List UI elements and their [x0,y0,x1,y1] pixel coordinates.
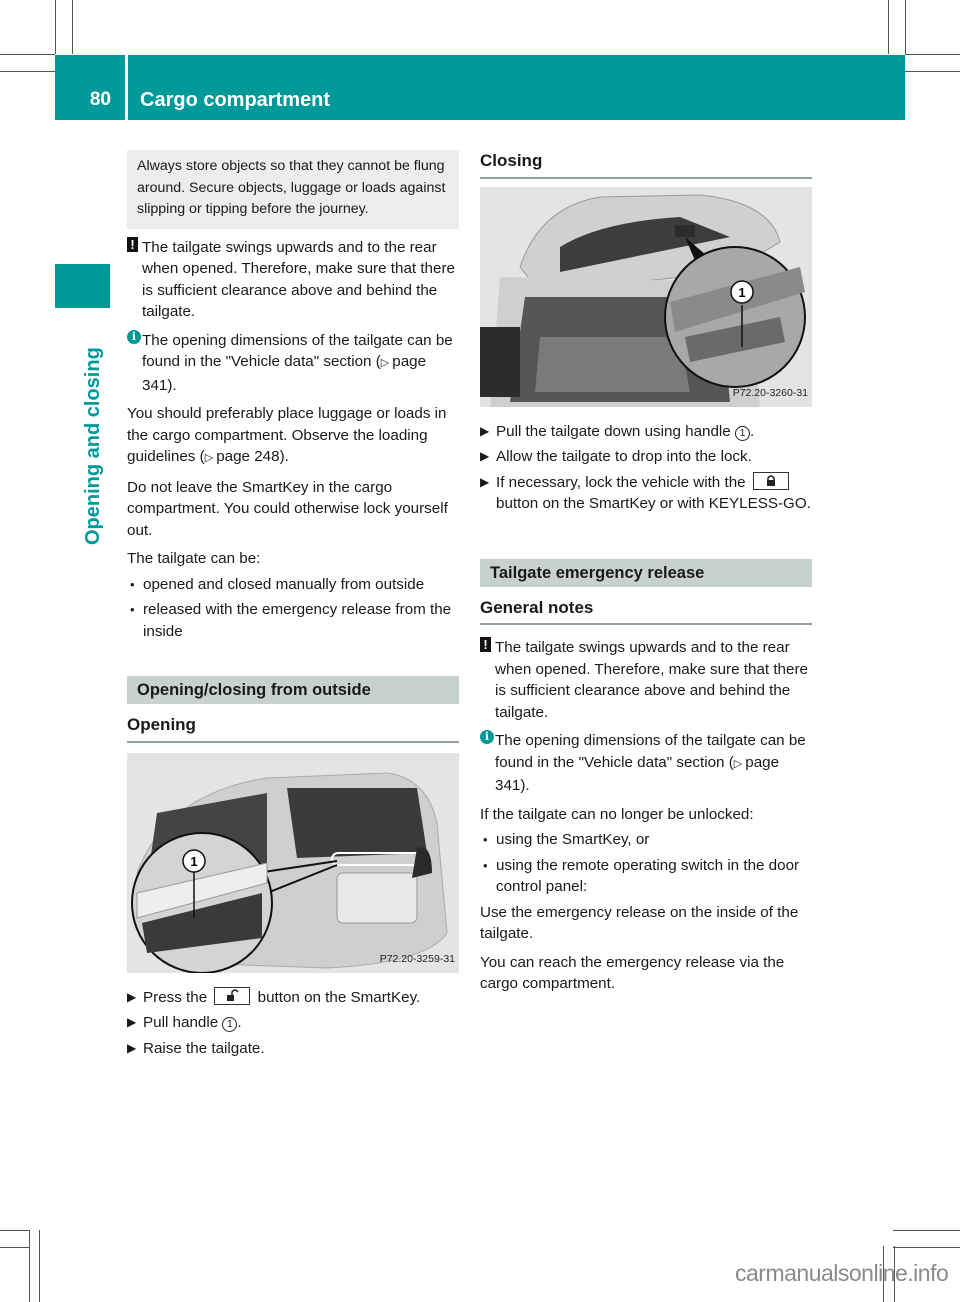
crop-mark [905,54,960,72]
warning-icon: ! [480,637,491,652]
step-item [127,1038,459,1060]
subheading-opening: Opening [127,714,459,743]
list-item: • opened and closed manually from outside [127,574,459,596]
page-ref-link[interactable]: page 341 [495,753,780,794]
section-heading: Tailgate emergency release [480,559,812,587]
crop-mark [893,1230,960,1248]
list-item: • using the remote operating switch in the door control panel: [480,855,812,898]
step-arrow-icon: ▶ [480,449,490,463]
page-ref-link[interactable]: page 248 [216,448,280,465]
step-text: Press the [143,988,208,1006]
warning-text: The tailgate swings upwards and to the rear when opened. Therefore, make sure that there is sufficient clearance above and behind the tailgate. [142,238,455,320]
page-ref-arrow-icon: ▷ [733,757,746,770]
page-title: Cargo compartment [128,55,905,120]
figure-code: P72.20-3259-31 [379,953,455,965]
info-icon: i [127,330,141,344]
paragraph-text: You should preferably place luggage or loads in the cargo compartment. Observe the loading guidelines ( [127,405,447,465]
step-item [480,446,812,468]
step-arrow-icon: ▶ [480,423,490,438]
step-arrow-icon: ▶ [127,989,137,1004]
paragraph: You can reach the emergency release via the cargo compartment. [480,953,785,992]
figure-tailgate-opening [127,753,459,973]
list-item: • using the SmartKey, or [480,829,812,851]
step-item [127,987,459,1009]
step-text: button on the SmartKey or with KEYLESS-GO. [496,495,811,512]
step-item [480,472,812,515]
watermark: carmanualsonline.info [735,1260,949,1286]
step-text: button on the SmartKey. [257,988,421,1006]
step-item [480,421,812,443]
page-number: 80 [55,55,125,120]
warning-text: The tailgate swings upwards and to the rear when opened. Therefore, make sure that there is sufficient clearance above and behind the tailgate. [495,639,808,721]
subheading-general-notes: General notes [480,597,812,626]
car-rear-illustration [127,753,459,973]
info-note [480,730,812,797]
info-text: The opening dimensions of the tailgate can be found in the "Vehicle data" section ( [495,732,806,771]
step-arrow-icon: ▶ [127,1015,137,1029]
paragraph: Use the emergency release on the inside of the tailgate. [480,903,799,942]
paragraph: The tailgate can be: [127,550,261,567]
crop-mark [0,54,55,72]
crop-mark [55,0,73,54]
page-ref-arrow-icon: ▷ [380,357,393,369]
page-ref-link[interactable]: page 341 [142,353,427,394]
section-heading: Opening/closing from outside [127,676,459,704]
safety-note-box: Always store objects so that they cannot be flung around. Secure objects, luggage or loads against slipping or tipping before the journey. [127,150,459,229]
paragraph-text-tail: ). [279,448,289,465]
step-arrow-icon: ▶ [127,1040,137,1055]
unlock-icon [214,987,250,1005]
crop-mark [0,1230,30,1248]
cargo-area-illustration [480,187,812,407]
paragraph: If the tailgate can no longer be unlocked: [480,805,754,823]
step-text: . [237,1014,242,1031]
info-text-tail: ). [520,777,530,794]
callout-number: 1 [735,426,750,441]
paragraph: Do not leave the SmartKey in the cargo compartment. You could otherwise lock yourself out. [127,478,448,539]
step-text: Pull the tailgate down using handle [496,422,731,440]
crop-mark [29,1230,40,1302]
chapter-label: Opening and closing [82,347,104,545]
step-item [127,1012,459,1034]
paragraph [127,403,459,470]
page-ref-arrow-icon: ▷ [204,452,217,464]
step-text: Raise the tailgate. [143,1039,265,1057]
warning-icon: ! [127,237,138,252]
right-column [480,150,812,1002]
info-icon: i [480,730,494,744]
figure-callout: 1 [738,284,746,300]
info-text-tail: ). [167,376,177,394]
chapter-tab [55,264,110,308]
step-text: Allow the tailgate to drop into the lock. [496,448,752,465]
crop-mark [888,0,906,54]
left-column [127,150,459,1063]
subheading-closing: Closing [480,150,812,179]
lock-icon [753,472,789,490]
step-text: If necessary, lock the vehicle with the [496,473,746,491]
step-text: Pull handle [143,1014,219,1031]
step-text: . [749,422,755,440]
figure-code: P72.20-3260-31 [732,387,808,399]
warning-note [127,237,459,323]
warning-note [480,637,812,723]
callout-number: 1 [222,1017,237,1032]
info-note [127,330,459,397]
figure-tailgate-closing [480,187,812,407]
step-arrow-icon: ▶ [480,474,490,489]
info-text: The opening dimensions of the tailgate can be found in the "Vehicle data" section ( [142,331,453,370]
figure-callout: 1 [190,853,198,869]
list-item: • released with the emergency release from the inside [127,599,459,642]
